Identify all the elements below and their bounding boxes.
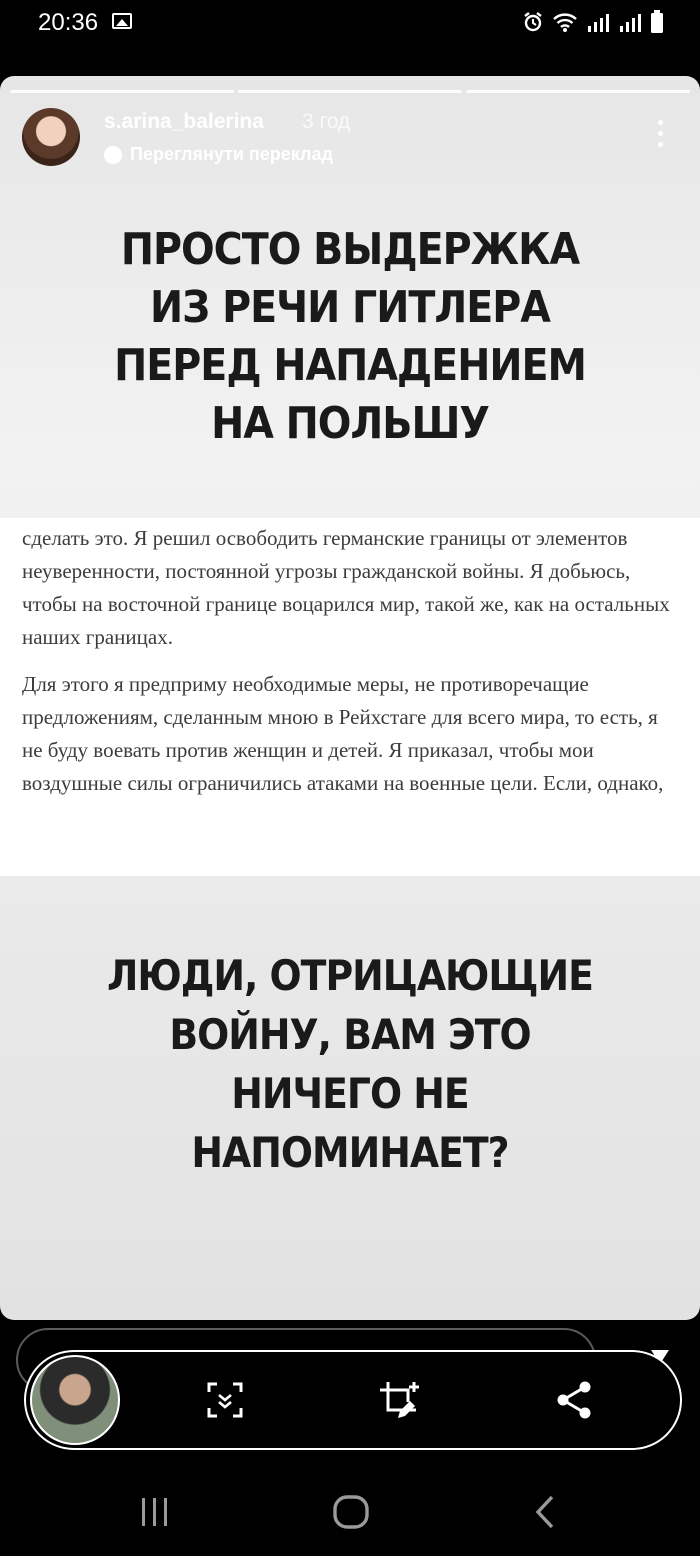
excerpt-paragraph: Для этого я предприму необходимые меры, не противоречащие предложениям, сделанным мною в Рейхстаге для всего мира, то есть, я не буду воевать против женщин и детей. Я приказал, чтобы мои воздушные силы ограничились атаками на военные цели. Если, однако,: [22, 672, 664, 795]
alarm-icon: [522, 11, 544, 33]
headline-line: НИЧЕГО НЕ: [231, 1069, 469, 1118]
headline-line: ЛЮДИ, ОТРИЦАЮЩИЕ: [107, 951, 593, 1000]
story-progress: [10, 90, 690, 93]
navigation-bar: [0, 1460, 700, 1556]
image-icon: [112, 13, 132, 29]
speech-excerpt: [0, 518, 700, 876]
share-icon[interactable]: [553, 1378, 597, 1422]
recents-icon[interactable]: [140, 1496, 170, 1528]
progress-segment: [238, 90, 462, 93]
signal-icon: [586, 11, 610, 33]
translate-icon: [104, 146, 122, 164]
scan-icon[interactable]: [203, 1378, 247, 1422]
more-options-icon[interactable]: [658, 120, 664, 147]
battery-icon: [650, 10, 664, 34]
crop-edit-icon[interactable]: [378, 1378, 422, 1422]
translate-link[interactable]: [104, 144, 333, 165]
headline-line: НА ПОЛЬШУ: [211, 398, 489, 449]
status-time: 20:36: [38, 9, 99, 36]
headline-line: НАПОМИНАЕТ?: [191, 1128, 509, 1177]
headline-bottom: [0, 946, 700, 1182]
progress-segment: [10, 90, 234, 93]
author-avatar[interactable]: [22, 108, 80, 166]
screenshot-thumbnail[interactable]: [30, 1355, 120, 1445]
progress-segment: [466, 90, 690, 93]
headline-line: ПЕРЕД НАПАДЕНИЕМ: [114, 340, 586, 391]
headline-top: [0, 221, 700, 453]
status-icons: [522, 9, 664, 35]
back-icon[interactable]: [532, 1494, 558, 1530]
translate-label: Переглянути переклад: [130, 144, 333, 164]
status-bar: [0, 0, 700, 48]
home-icon[interactable]: [332, 1494, 370, 1530]
post-time: 3 год: [302, 110, 351, 133]
excerpt-paragraph: сделать это. Я решил освободить германские границы от элементов неуверенности, постоянной угрозы гражданской войны. Я добьюсь, чтобы на восточной границе воцарился мир, такой же, как на остальных наших границах.: [22, 526, 670, 649]
headline-line: ИЗ РЕЧИ ГИТЛЕРА: [150, 282, 550, 333]
headline-line: ВОЙНУ, ВАМ ЭТО: [169, 1010, 531, 1059]
story-card[interactable]: [0, 76, 700, 1320]
wifi-icon: [552, 11, 578, 33]
headline-line: ПРОСТО ВЫДЕРЖКА: [120, 224, 580, 275]
signal-icon: [618, 11, 642, 33]
author-username[interactable]: s.arina_balerina: [104, 110, 264, 133]
